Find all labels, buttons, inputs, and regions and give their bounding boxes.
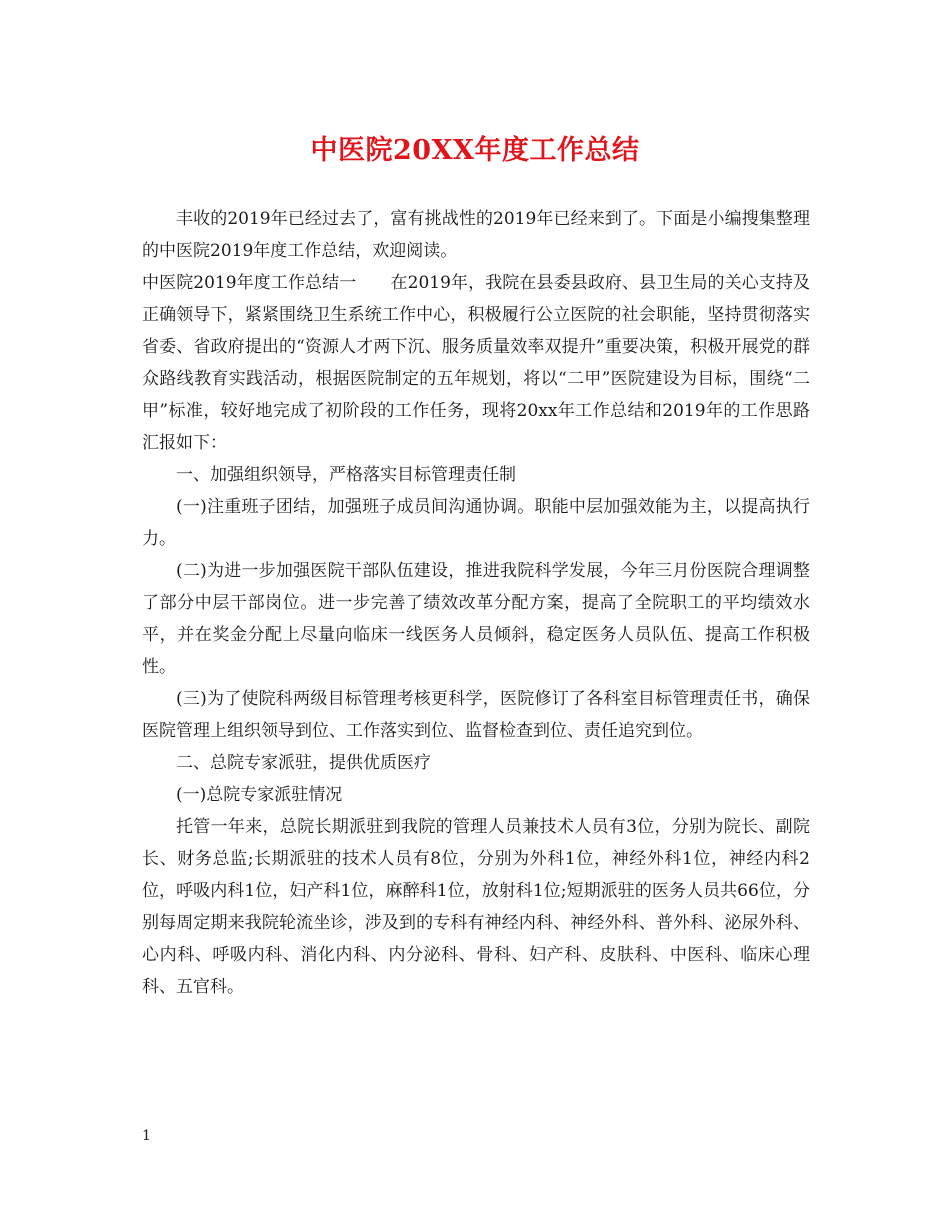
section-heading-1: 一、加强组织领导，严格落实目标管理责任制 (176, 465, 516, 485)
paragraph-item-1-1: (一)注重班子团结，加强班子成员间沟通协调。职能中层加强效能为主，以提高执行力。 (142, 497, 810, 549)
section-heading-2: 二、总院专家派驻，提供优质医疗 (176, 753, 431, 773)
paragraph-intro: 丰收的2019年已经过去了，富有挑战性的2019年已经来到了。下面是小编搜集整理的中医院2019年度工作总结，欢迎阅读。 (142, 209, 810, 261)
document-body (142, 203, 810, 1003)
page-title: 中医院20XX年度工作总结 (310, 135, 640, 166)
subsection-heading-2-1: (一)总院专家派驻情况 (176, 785, 343, 805)
page-number: 1 (142, 1128, 151, 1144)
paragraph-item-1-3: (三)为了使院科两级目标管理考核更科学，医院修订了各科室目标管理责任书，确保医院管理上组织领导到位、工作落实到位、监督检查到位、责任追究到位。 (142, 689, 810, 741)
paragraph-item-2-1: 托管一年来，总院长期派驻到我院的管理人员兼技术人员有3位，分别为院长、副院长、财务总监;长期派驻的技术人员有8位，分别为外科1位，神经外科1位，神经内科2位，呼吸内科1位，妇产科1位，麻醉科1位，放射科1位;短期派驻的医务人员共66位，分别每周定期来我院轮流坐诊，涉及到的专科有神经内科、神经外科、普外科、泌尿外科、心内科、呼吸内科、消化内科、内分泌科、骨科、妇产科、皮肤科、中医科、临床心理科、五官科。 (142, 817, 810, 997)
paragraph-summary-one: 中医院2019年度工作总结一 在2019年，我院在县委县政府、县卫生局的关心支持及正确领导下，紧紧围绕卫生系统工作中心，积极履行公立医院的社会职能，坚持贯彻落实省委、省政府提出的“资源人才两下沉、服务质量效率双提升”重要决策，积极开展党的群众路线教育实践活动，根据医院制定的五年规划，将以“二甲”医院建设为目标，围绕“二甲”标准，较好地完成了初阶段的工作任务，现将20xx年工作总结和2019年的工作思路汇报如下： (142, 273, 810, 453)
paragraph-item-1-2: (二)为进一步加强医院干部队伍建设，推进我院科学发展，今年三月份医院合理调整了部分中层干部岗位。进一步完善了绩效改革分配方案，提高了全院职工的平均绩效水平，并在奖金分配上尽量向临床一线医务人员倾斜，稳定医务人员队伍、提高工作积极性。 (142, 561, 810, 677)
